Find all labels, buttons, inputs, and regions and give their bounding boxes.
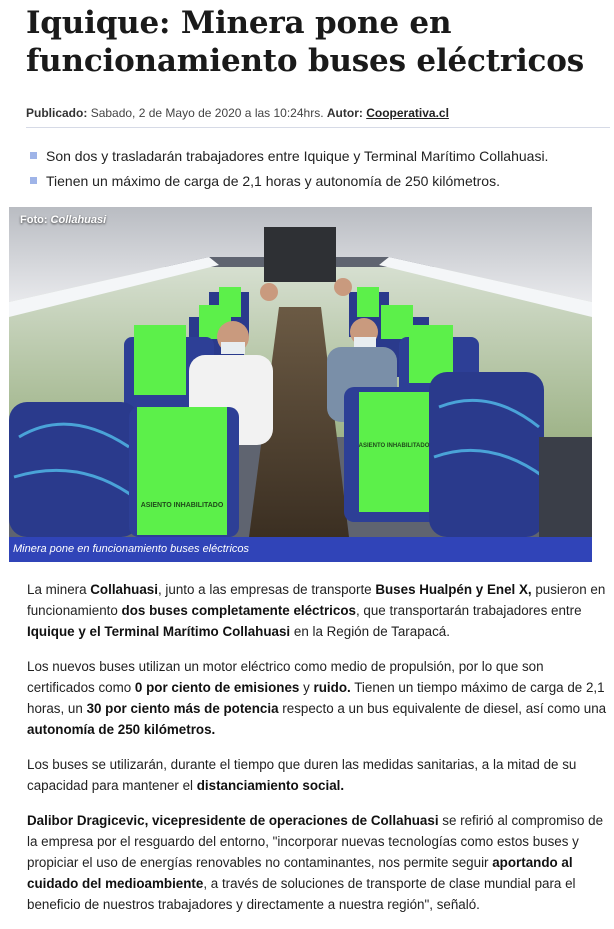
body-paragraph xyxy=(27,579,607,642)
square-bullet-icon xyxy=(30,177,37,184)
photo-credit-source: Collahuasi xyxy=(50,214,107,226)
bold-run: 0 por ciento de emisiones xyxy=(134,680,300,695)
text-run: La minera xyxy=(27,582,91,597)
article-body xyxy=(27,579,607,929)
text-run: Los buses se utilizarán, durante el tiempo que duren las medidas sanitarias, a la mitad de su capacidad para mantener el xyxy=(27,757,577,793)
article-photo xyxy=(9,207,592,562)
text-run: en la Región de Tarapacá. xyxy=(290,624,450,639)
byline xyxy=(26,106,610,120)
bold-run: dos buses completamente eléctricos xyxy=(121,603,356,618)
published-date: Sabado, 2 de Mayo de 2020 a las 10:24hrs. xyxy=(90,106,324,120)
seat-marking: ASIENTO INHABILITADO xyxy=(358,443,430,449)
author-label: Autor: xyxy=(326,106,363,120)
text-run: se refirió al compromiso de la empresa por el resguardo del entorno, "incorporar nuevas tecnologías como estos buses y propiciar el uso de energías renovables no contaminantes, nos permite seguir xyxy=(27,813,604,870)
text-run: , junto a las empresas de transporte xyxy=(157,582,376,597)
photo-caption: Minera pone en funcionamiento buses eléctricos xyxy=(9,537,592,562)
summary-item xyxy=(30,169,600,194)
bold-run: Dalibor Dragicevic, vicepresidente de operaciones de Collahuasi xyxy=(27,813,439,828)
text-run: pusieron en funcionamiento xyxy=(27,582,606,618)
published-label: Publicado: xyxy=(26,106,88,120)
body-paragraph xyxy=(27,754,607,796)
bold-run: ruido. xyxy=(313,680,351,695)
summary-item xyxy=(30,144,600,169)
bold-run: Buses Hualpén y Enel X, xyxy=(375,582,532,597)
photo-credit xyxy=(20,214,106,226)
summary-text: Tienen un máximo de carga de 2,1 horas y autonomía de 250 kilómetros. xyxy=(46,173,500,189)
text-run: Tienen un tiempo máximo de carga de 2,1 horas, un xyxy=(27,680,605,716)
text-run: respecto a un bus equivalente de diesel, así como una xyxy=(278,701,607,716)
text-run: , que transportarán trabajadores entre xyxy=(355,603,582,618)
text-run: , a través de soluciones de transporte de clase mundial para el beneficio de nuestros trabajadores y directamente a nuestra región", señaló. xyxy=(27,876,576,912)
bold-run: Collahuasi xyxy=(90,582,158,597)
square-bullet-icon xyxy=(30,152,37,159)
body-paragraph xyxy=(27,810,607,915)
seat-marking: ASIENTO INHABILITADO xyxy=(140,502,224,509)
bus-interior-illustration xyxy=(9,207,592,537)
page-title: Iquique: Minera pone en funcionamiento buses eléctricos xyxy=(26,5,584,79)
author-link[interactable]: Cooperativa.cl xyxy=(366,106,449,120)
photo-credit-label: Foto: xyxy=(20,214,48,226)
text-run: y xyxy=(299,680,314,695)
bold-run: distanciamiento social. xyxy=(196,778,345,793)
summary-list xyxy=(30,144,600,194)
byline-divider xyxy=(26,127,610,128)
bold-run: aportando al cuidado del medioambiente xyxy=(27,855,573,891)
bold-run: Iquique y el Terminal Marítimo Collahuasi xyxy=(27,624,291,639)
bold-run: autonomía de 250 kilómetros. xyxy=(27,722,216,737)
body-paragraph xyxy=(27,656,607,740)
text-run: Los nuevos buses utilizan un motor eléctrico como medio de propulsión, por lo que son certificados como xyxy=(27,659,544,695)
bold-run: 30 por ciento más de potencia xyxy=(86,701,279,716)
summary-text: Son dos y trasladarán trabajadores entre Iquique y Terminal Marítimo Collahuasi. xyxy=(46,148,549,164)
